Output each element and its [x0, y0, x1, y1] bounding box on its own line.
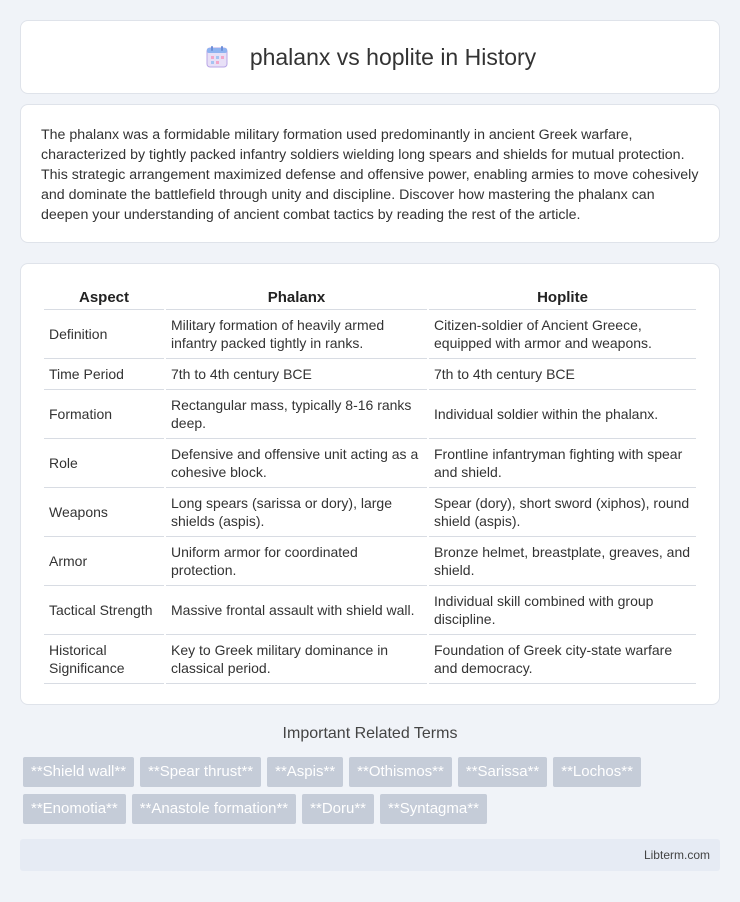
related-term-tag[interactable]: **Othismos** — [349, 757, 452, 787]
cell-phalanx: Defensive and offensive unit acting as a cohesive block. — [166, 439, 427, 488]
comparison-card — [20, 263, 720, 705]
cell-phalanx: Key to Greek military dominance in classical period. — [166, 635, 427, 684]
related-term-tag[interactable]: **Spear thrust** — [140, 757, 261, 787]
cell-hoplite: Individual skill combined with group discipline. — [429, 586, 696, 635]
cell-aspect: Historical Significance — [44, 635, 164, 684]
intro-card — [20, 104, 720, 243]
cell-hoplite: Foundation of Greek city-state warfare and democracy. — [429, 635, 696, 684]
calendar-icon — [204, 44, 230, 70]
table-row — [44, 359, 696, 390]
related-term-tag[interactable]: **Lochos** — [553, 757, 641, 787]
intro-paragraph: The phalanx was a formidable military formation used predominantly in ancient Greek warfare, characterized by tightly packed infantry soldiers wielding long spears and shields for mutual protection. This strategic arrangement maximized defense and offensive power, enabling armies to move cohesively and dominate the battlefield through unity and discipline. Discover how mastering the phalanx can deepen your understanding of ancient combat tactics by reading the rest of the article. — [41, 127, 699, 223]
table-row — [44, 586, 696, 635]
cell-aspect: Formation — [44, 390, 164, 439]
cell-phalanx: Uniform armor for coordinated protection. — [166, 537, 427, 586]
related-terms-list — [23, 757, 723, 831]
table-row — [44, 537, 696, 586]
header-phalanx: Phalanx — [166, 284, 427, 310]
table-row — [44, 488, 696, 537]
related-term-tag[interactable]: **Anastole formation** — [132, 794, 296, 824]
comparison-table — [42, 284, 698, 684]
cell-aspect: Weapons — [44, 488, 164, 537]
cell-hoplite: Frontline infantryman fighting with spear and shield. — [429, 439, 696, 488]
related-terms-title: Important Related Terms — [282, 725, 458, 742]
cell-phalanx: Rectangular mass, typically 8-16 ranks deep. — [166, 390, 427, 439]
cell-hoplite: Spear (dory), short sword (xiphos), round shield (aspis). — [429, 488, 696, 537]
footer-site-link[interactable]: Libterm.com — [643, 848, 710, 862]
title-card — [20, 20, 720, 94]
table-row — [44, 439, 696, 488]
table-row — [44, 635, 696, 684]
cell-hoplite: Bronze helmet, breastplate, greaves, and shield. — [429, 537, 696, 586]
related-term-tag[interactable]: **Enomotia** — [23, 794, 126, 824]
cell-aspect: Tactical Strength — [44, 586, 164, 635]
cell-aspect: Time Period — [44, 359, 164, 390]
table-row — [44, 390, 696, 439]
cell-phalanx: 7th to 4th century BCE — [166, 359, 427, 390]
cell-phalanx: Long spears (sarissa or dory), large shields (aspis). — [166, 488, 427, 537]
header-hoplite: Hoplite — [429, 284, 696, 310]
cell-aspect: Role — [44, 439, 164, 488]
related-term-tag[interactable]: **Sarissa** — [458, 757, 547, 787]
cell-hoplite: Citizen-soldier of Ancient Greece, equipped with armor and weapons. — [429, 310, 696, 359]
related-term-tag[interactable]: **Doru** — [302, 794, 374, 824]
related-term-tag[interactable]: **Syntagma** — [380, 794, 487, 824]
cell-hoplite: Individual soldier within the phalanx. — [429, 390, 696, 439]
related-term-tag[interactable]: **Aspis** — [267, 757, 343, 787]
cell-phalanx: Military formation of heavily armed infantry packed tightly in ranks. — [166, 310, 427, 359]
header-aspect: Aspect — [44, 284, 164, 310]
cell-hoplite: 7th to 4th century BCE — [429, 359, 696, 390]
table-row — [44, 310, 696, 359]
page-title: phalanx vs hoplite in History — [249, 43, 537, 70]
cell-aspect: Armor — [44, 537, 164, 586]
footer — [20, 839, 720, 871]
cell-phalanx: Massive frontal assault with shield wall. — [166, 586, 427, 635]
related-term-tag[interactable]: **Shield wall** — [23, 757, 134, 787]
cell-aspect: Definition — [44, 310, 164, 359]
